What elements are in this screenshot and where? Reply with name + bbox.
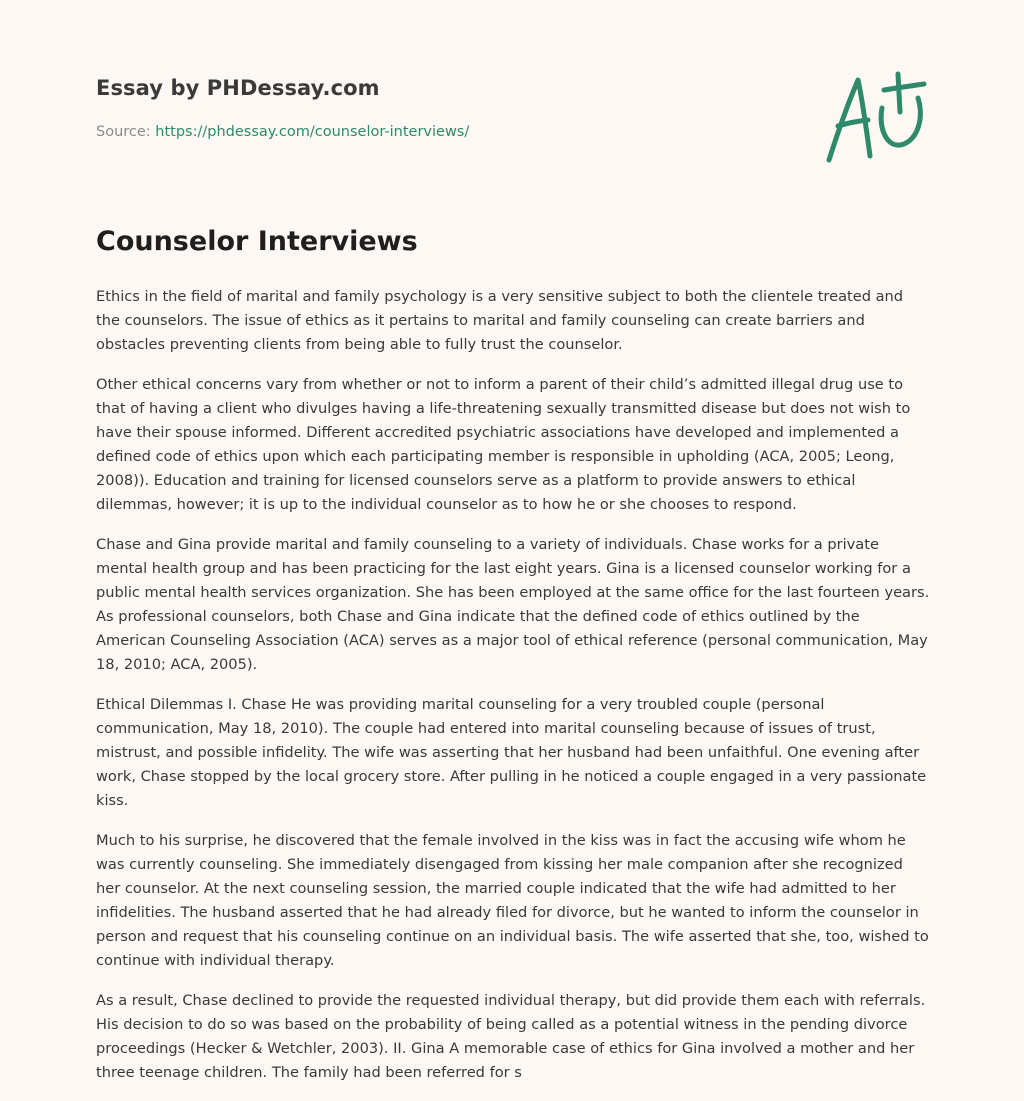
source-label: Source: xyxy=(96,124,156,140)
a-plus-logo-icon xyxy=(822,68,930,166)
essay-paragraph: Ethical Dilemmas I. Chase He was providing marital counseling for a very troubled couple (personal communication, May 18, 2010). The couple had entered into marital counseling because of issues of trust, mistrust, and possible infidelity. The wife was asserting that her husband had been unfaithful. One evening after work, Chase stopped by the local grocery store. After pulling in he noticed a couple engaged in a very passionate kiss. xyxy=(96,696,927,809)
essay-paragraph: Other ethical concerns vary from whether or not to inform a parent of their child’s admitted illegal drug use to that of having a client who divulges having a life-threatening sexually transmitted disease but does not wish to have their spouse informed. Different accredited psychiatric associations have developed and implemented a defined code of ethics upon which each participating member is responsible in upholding (ACA, 2005; Leong, 2008)). Education and training for licensed counselors serve as a platform to provide answers to ethical dilemmas, however; it is up to the individual counselor as to how he or she chooses to respond. xyxy=(96,376,911,513)
essay-paragraph: Chase and Gina provide marital and family counseling to a variety of individuals. Chase works for a private mental health group and has been practicing for the last eight years. Gina is a licensed counselor working for a public mental health services organization. She has been employed at the same office for the last fourteen years. As professional counselors, both Chase and Gina indicate that the defined code of ethics outlined by the American Counseling Association (ACA) serves as a major tool of ethical reference (personal communication, May 18, 2010; ACA, 2005). xyxy=(96,536,930,673)
source-link[interactable]: https://phdessay.com/counselor-interviews/ xyxy=(155,124,470,140)
essay-paragraph: As a result, Chase declined to provide the requested individual therapy, but did provide them each with referrals. His decision to do so was based on the probability of being called as a potential witness in the pending divorce proceedings (Hecker & Wetchler, 2003). II. Gina A memorable case of ethics for Gina involved a mother and her three teenage children. The family had been referred for s xyxy=(96,992,926,1081)
essay-body xyxy=(96,285,930,1101)
essay-paragraph: Ethics in the field of marital and family psychology is a very sensitive subject to both the clientele treated and the counselors. The issue of ethics as it pertains to marital and family counseling can create barriers and obstacles preventing clients from being able to fully trust the counselor. xyxy=(96,288,904,353)
essay-title: Counselor Interviews xyxy=(96,226,418,257)
site-brand: Essay by PHDessay.com xyxy=(96,76,380,100)
essay-paragraph: Much to his surprise, he discovered that the female involved in the kiss was in fact the accusing wife whom he was currently counseling. She immediately disengaged from kissing her male companion after she recognized her counselor. At the next counseling session, the married couple indicated that the wife had admitted to her infidelities. The husband asserted that he had already filed for divorce, but he wanted to inform the counselor in person and request that his counseling continue on an individual basis. The wife asserted that she, too, wished to continue with individual therapy. xyxy=(96,832,929,969)
source-line xyxy=(96,124,469,140)
